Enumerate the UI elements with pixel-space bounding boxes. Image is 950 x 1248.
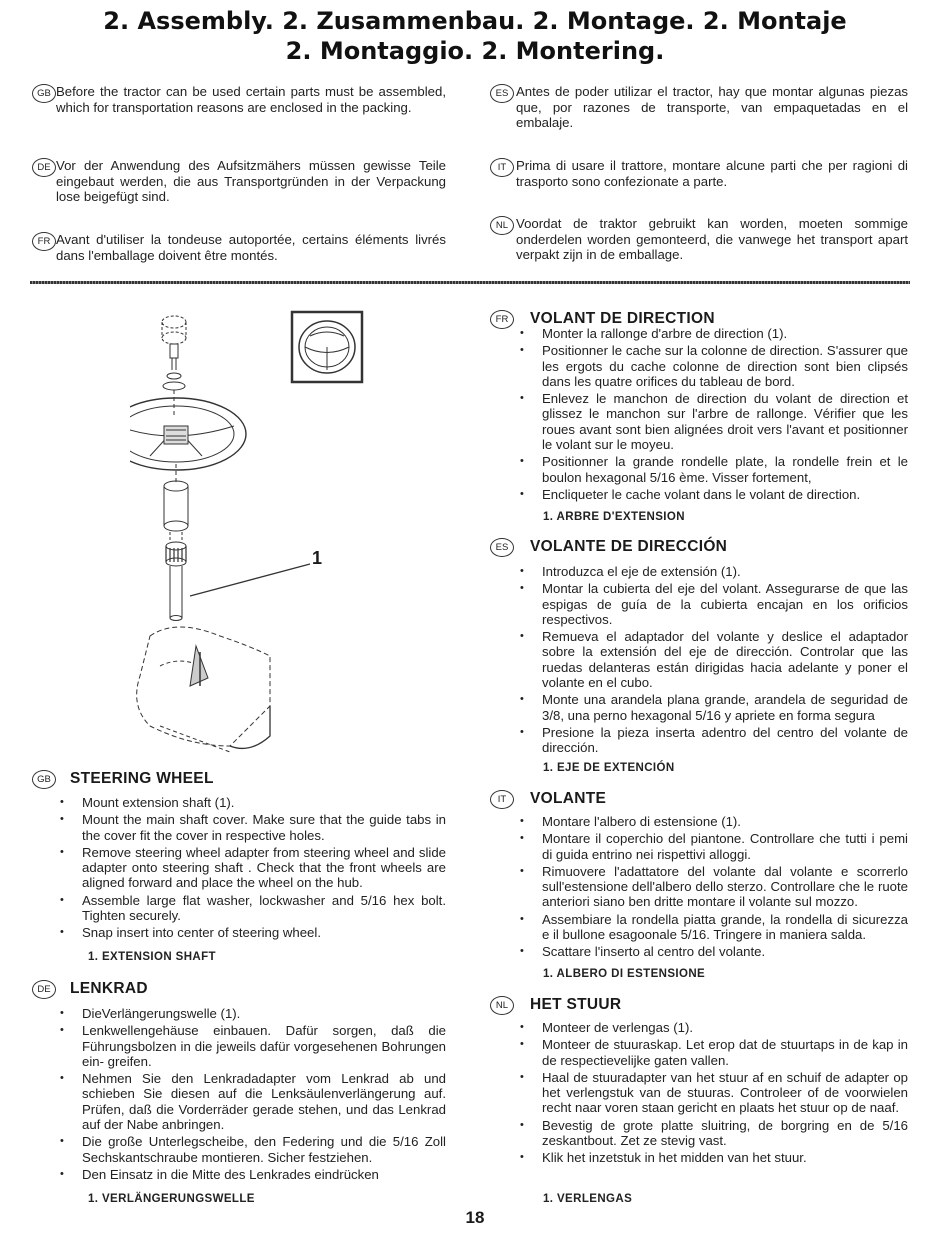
list-item: • Enlevez le manchon de direction du volant de direction et glissez le manchon sur l'arbre de rallonge. Vérifier que les roues avant sont bien alignées droit vers l'avant et positionner le volant sur le moyeu. [516, 391, 908, 452]
list-gb [56, 795, 446, 943]
language-badge-nl: NL [490, 216, 514, 235]
intro-text-de: Vor der Anwendung des Aufsitzmähers müssen gewisse Teile eingebaut werden, die aus Transportgründen in der Verpackung lose beigefügt sind. [56, 158, 446, 204]
page-title-line2: 2. Montaggio. 2. Montering. [285, 37, 665, 65]
caption-it: 1. ALBERO DI ESTENSIONE [543, 968, 706, 980]
page-title-line1: 2. Assembly. 2. Zusammenbau. 2. Montage. 2. Montaje [103, 7, 847, 35]
list-item: • Monte una arandela plana grande, arandela de seguridad de 3/8, una perno hexagonal 5/16 y apriete en forma segura [516, 692, 908, 723]
caption-es: 1. EJE DE EXTENCIÓN [543, 762, 675, 774]
language-badge-it-section: IT [490, 790, 514, 809]
list-item: • Assemble large flat washer, lockwasher and 5/16 hex bolt. Tighten securely. [56, 893, 446, 924]
list-item: • Introduzca el eje de extensión (1). [516, 564, 908, 579]
caption-fr: 1. ARBRE D'EXTENSION [543, 511, 685, 523]
callout-number-1: 1 [312, 548, 323, 568]
page-number: 18 [465, 1208, 485, 1227]
heading-steering-wheel: STEERING WHEEL [70, 770, 214, 787]
heading-volante: VOLANTE [530, 790, 607, 807]
language-badge-nl-section: NL [490, 996, 514, 1015]
list-item: • Lenkwellengehäuse einbauen. Dafür sorgen, daß die Führungsbolzen in die jeweils dafür vorgesehenen Bohrungen ein- greifen. [56, 1023, 446, 1069]
list-item: • Monteer de verlengas (1). [516, 1020, 908, 1035]
heading-lenkrad: LENKRAD [70, 980, 148, 997]
caption-gb: 1. EXTENSION SHAFT [88, 951, 216, 963]
list-item: • Presione la pieza inserta adentro del centro del volante de dirección. [516, 725, 908, 756]
intro-text-es: Antes de poder utilizar el tractor, hay que montar algunas piezas que, por razones de transporte, van empaquetadas en el embalaje. [516, 84, 908, 130]
list-item: • Positionner le cache sur la colonne de direction. S'assurer que les ergots du cache colonne de direction sont bien clipsés dans les quatre orifices du tableau de bord. [516, 343, 908, 389]
language-badge-de-section: DE [32, 980, 56, 999]
intro-text-it: Prima di usare il trattore, montare alcune parti che per ragioni di trasporto sono confezionate a parte. [516, 158, 908, 189]
language-badge-fr: FR [32, 232, 56, 251]
list-item: • Montare il coperchio del piantone. Controllare che tutti i pemi di guida entrino nei rispettivi alloggi. [516, 831, 908, 862]
caption-de: 1. VERLÄNGERUNGSWELLE [88, 1193, 255, 1205]
list-de [56, 1006, 446, 1184]
list-item: • Snap insert into center of steering wheel. [56, 925, 446, 940]
language-badge-es-section: ES [490, 538, 514, 557]
list-item: • Assembiare la rondella piatta grande, la rondella di sicurezza e il bullone esagoonale 5/16. Tringere in maniera salda. [516, 912, 908, 943]
list-item: • Encliqueter le cache volant dans le volant de direction. [516, 487, 908, 502]
language-badge-fr-section: FR [490, 310, 514, 329]
intro-text-gb: Before the tractor can be used certain parts must be assembled, which for transportation reasons are enclosed in the packing. [56, 84, 446, 115]
list-item: • Monteer de stuuraskap. Let erop dat de stuurtaps in de kap in de respectievelijke gaten vallen. [516, 1037, 908, 1068]
list-item: • Remove steering wheel adapter from steering wheel and slide adapter onto steering shaft . Check that the front wheels are aligned forward and place the wheel on the hub. [56, 845, 446, 891]
intro-text-fr: Avant d'utiliser la tondeuse autoportée, certains éléments livrés dans l'emballage doivent être montés. [56, 232, 446, 263]
intro-text-nl: Voordat de traktor gebruikt kan worden, moeten sommige onderdelen worden gemonteerd, die vanwege het transport apart verpakt zijn in de emballage. [516, 216, 908, 262]
list-item: • Klik het inzetstuk in het midden van het stuur. [516, 1150, 908, 1165]
list-fr [516, 326, 908, 504]
heading-het-stuur: HET STUUR [530, 996, 622, 1013]
language-badge-de: DE [32, 158, 56, 177]
list-item: • Monter la rallonge d'arbre de direction (1). [516, 326, 908, 341]
language-badge-it: IT [490, 158, 514, 177]
language-badge-gb-section: GB [32, 770, 56, 789]
language-badge-gb: GB [32, 84, 56, 103]
list-item: • Mount the main shaft cover. Make sure that the guide tabs in the cover fit the cover in respective holes. [56, 812, 446, 843]
list-item: • Montar la cubierta del eje del volant. Assegurarse de que las espigas de guía de la cubierta encajan en los orificios respectivos. [516, 581, 908, 627]
list-item: • Haal de stuuradapter van het stuur af en schuif de adapter op het verlengstuk van de stuuras. Controleer of de voorwielen recht naar voren staan gericht en plaats het stuur op de naaf. [516, 1070, 908, 1116]
list-item: • Montare l'albero di estensione (1). [516, 814, 908, 829]
section-divider [30, 281, 910, 284]
list-item: • Mount extension shaft (1). [56, 795, 446, 810]
heading-volant-de-direction: VOLANT DE DIRECTION [530, 310, 715, 327]
list-item: • Den Einsatz in die Mitte des Lenkrades eindrücken [56, 1167, 446, 1182]
caption-nl: 1. VERLENGAS [543, 1193, 633, 1205]
list-it [516, 814, 908, 962]
list-item: • Positionner la grande rondelle plate, la rondelle frein et le boulon hexagonal 5/16 ème. Visser fortement, [516, 454, 908, 485]
steering-wheel-illustration [130, 306, 370, 766]
list-item: • Bevestig de grote platte sluitring, de borgring en de 5/16 zeskantbout. Zet ze stevig vast. [516, 1118, 908, 1149]
list-nl [516, 1020, 908, 1168]
list-es [516, 564, 908, 758]
list-item: • DieVerlängerungswelle (1). [56, 1006, 446, 1021]
heading-volante-de-direccion: VOLANTE DE DIRECCIÓN [530, 538, 728, 555]
list-item: • Remueva el adaptador del volante y deslice el adaptador sobre la extensión del eje de dirección. Controlar que las ruedas delanteras están dirigidas hacia adelante y poner el volante en el cubo. [516, 629, 908, 690]
list-item: • Die große Unterlegscheibe, den Federing und die 5/16 Zoll Sechskantschraube montieren. Sicher festziehen. [56, 1134, 446, 1165]
list-item: • Rimuovere l'adattatore del volante dal volante e scorrerlo sull'estensione dell'albero dello sterzo. Controllare che le ruote anteriori siano ben dritte montare il volante sul mozzo. [516, 864, 908, 910]
list-item: • Nehmen Sie den Lenkradadapter vom Lenkrad ab und schieben Sie diesen auf die Lenksäulenverlängerung auf. Prüfen, daß die Vorderräder gerade stehen, und das Lenkrad auf der Nabe anbringen. [56, 1071, 446, 1132]
language-badge-es: ES [490, 84, 514, 103]
list-item: • Scattare l'inserto al centro del volante. [516, 944, 908, 959]
